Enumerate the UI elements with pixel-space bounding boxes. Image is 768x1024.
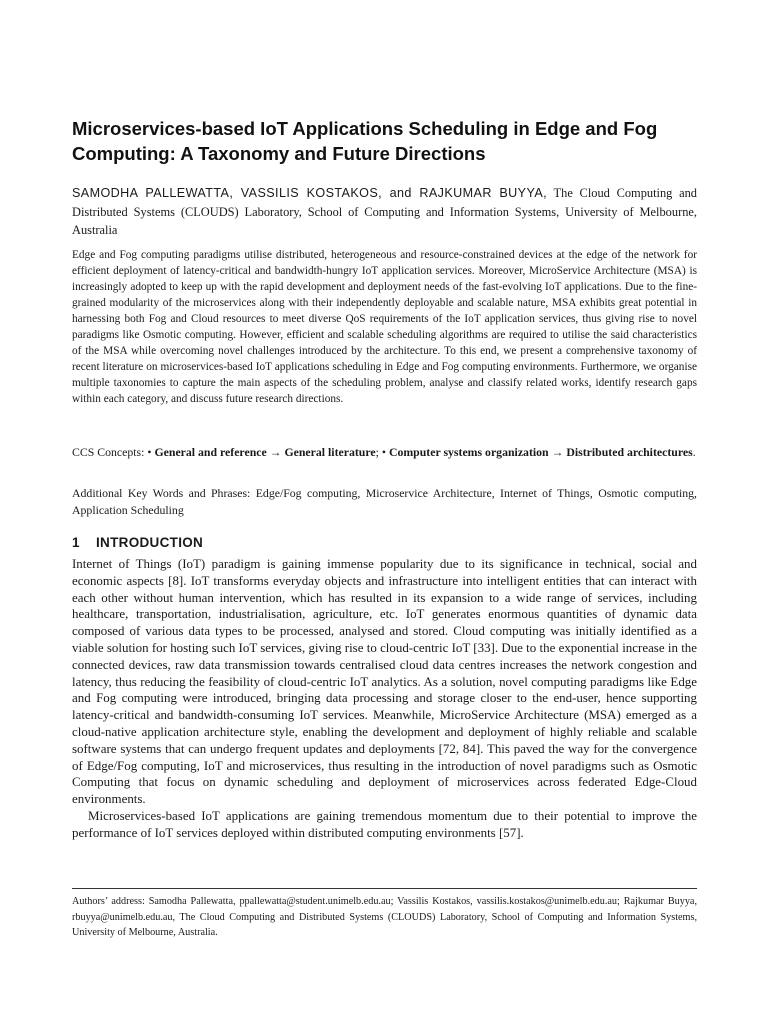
paper-title: Microservices-based IoT Applications Scheduling in Edge and Fog Computing: A Taxonomy and Future Directions (72, 118, 658, 164)
footnote-divider (72, 888, 697, 889)
ccs-prefix: CCS Concepts: • (72, 445, 155, 459)
ccs-concepts (72, 444, 697, 461)
intro-paragraph-1: Internet of Things (IoT) paradigm is gaining immense popularity due to its significance in technical, social and economic aspects [8]. IoT transforms everyday objects and infrastructure into intelligent entities that can interact with each other without human intervention, which has resulted in its expansion to a wide range of services, including healthcare, transportation, industrialisation, agriculture, etc. IoT generates enormous quantities of dynamic data composed of various data types to be processed, analysed and stored. Cloud computing was initially identified as a viable solution for hosting such IoT services, giving rise to cloud-centric IoT [33]. Due to the exponential increase in the connected devices, raw data transmission towards centralised cloud data centres increases the network congestion and latency, thus reducing the feasibility of cloud-centric IoT analytics. As a solution, novel computing paradigms like Edge and Fog computing were introduced, bringing data processing and storage closer to the end-user, hence supporting latency-critical and bandwidth-consuming IoT services. Meanwhile, MicroService Architecture (MSA) emerged as a cloud-native application architecture style, enabling the development and deployment of highly reliable and scalable software systems that can undergo frequent updates and deployments [72, 84]. This paved the way for the convergence of Edge/Fog computing, IoT and microservices, thus resulting in the introduction of novel paradigms such as Osmotic Computing that focus on dynamic scheduling and deployment of microservices across federated Edge-Cloud environments. (72, 556, 697, 807)
section-number: 1 (72, 535, 80, 550)
intro-paragraph-2: Microservices-based IoT applications are gaining tremendous momentum due to their potential to improve the performance of IoT services deployed within distributed computing environments [57]. (72, 807, 697, 840)
keywords: Additional Key Words and Phrases: Edge/Fog computing, Microservice Architecture, Internet of Things, Osmotic computing, Application Scheduling (72, 486, 697, 517)
ccs-item2-subcategory: Distributed architectures (566, 445, 693, 459)
ccs-arrow-2: → (548, 445, 567, 459)
authors-address-footnote: Authors’ address: Samodha Pallewatta, ppallewatta@student.unimelb.edu.au; Vassilis Kostakos, vassilis.kostakos@unimelb.edu.au; Rajkumar Buyya, rbuyya@unimelb.edu.au, The Cloud Computing and Distributed Systems (CLOUDS) Laboratory, School of Computing and Information Systems, University of Melbourne, Australia. (72, 896, 697, 938)
author-affiliation: The Cloud Computing and Distributed Systems (CLOUDS) Laboratory, School of Computing and Information Systems, University of Melbourne, Australia (72, 186, 697, 237)
ccs-separator: ; • (375, 445, 389, 459)
ccs-item1-category: General and reference (154, 445, 267, 459)
section-title: INTRODUCTION (96, 535, 204, 550)
author-names: SAMODHA PALLEWATTA, VASSILIS KOSTAKOS, and RAJKUMAR BUYYA, (72, 186, 548, 200)
paper-page (72, 0, 697, 1024)
ccs-end: . (692, 445, 696, 459)
abstract: Edge and Fog computing paradigms utilise distributed, heterogeneous and resource-constrained devices at the edge of the network for efficient deployment of latency-critical and bandwidth-hungry IoT application services. Moreover, MicroService Architecture (MSA) is increasingly adopted to keep up with the rapid development and deployment needs of the fast-evolving IoT applications. Due to the fine-grained modularity of the microservices along with their independently deployable and scalable nature, MSA exhibits great potential in harnessing both Fog and Cloud resources to meet diverse QoS requirements of the IoT application services, thus giving rise to novel paradigms like Osmotic computing. However, efficient and scalable scheduling algorithms are required to utilise the said characteristics of the MSA while overcoming novel challenges introduced by the architecture. To this end, we present a comprehensive taxonomy of recent literature on microservices-based IoT applications scheduling in Edge and Fog computing environments. Furthermore, we organise multiple taxonomies to capture the main aspects of the scheduling problem, analyse and classify related works, identify research gaps within each category, and discuss future research directions. (72, 249, 697, 405)
ccs-arrow-1: → (266, 445, 285, 459)
section-heading (72, 534, 697, 552)
author-block (72, 184, 697, 240)
introduction-body (72, 556, 697, 842)
ccs-item1-subcategory: General literature (284, 445, 376, 459)
ccs-item2-category: Computer systems organization (388, 445, 549, 459)
